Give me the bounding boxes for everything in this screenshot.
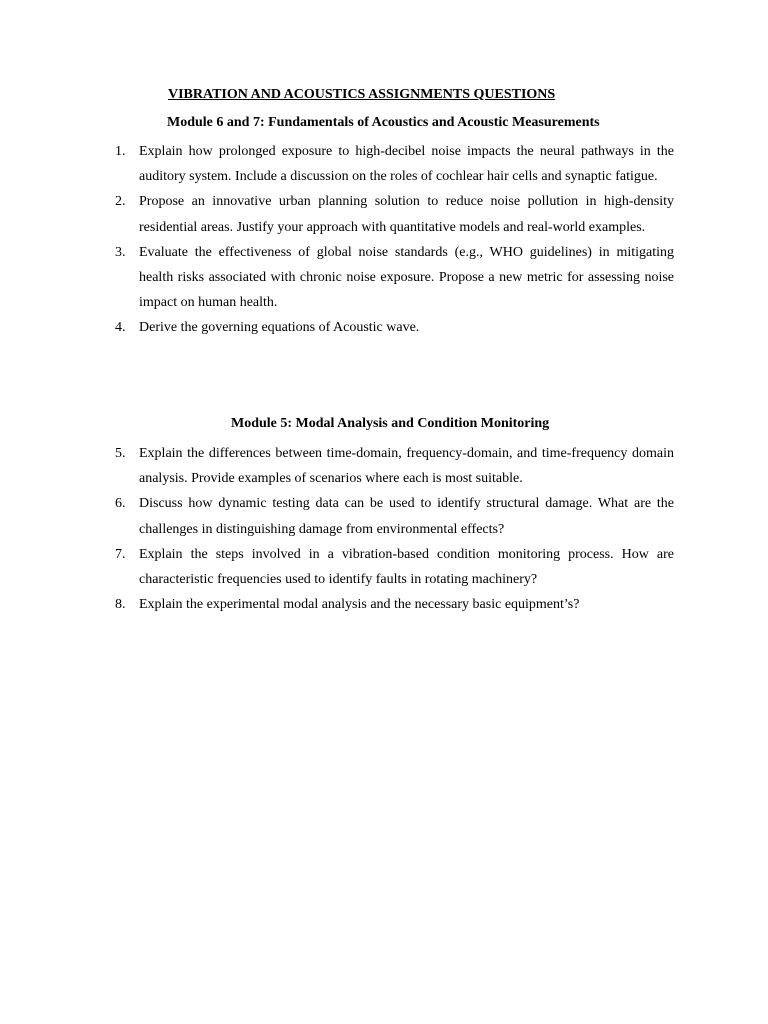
question-number: 1. xyxy=(115,144,126,159)
question-number: 2. xyxy=(115,194,126,210)
question-text: Evaluate the effectiveness of global noise standards (e.g., WHO guidelines) in mitigating health risks associated with chronic noise exposure. Propose a new metric for assessing noise impact on human health. xyxy=(139,244,674,311)
question-text: Explain the differences between time-domain, frequency-domain, and time-frequency domain analysis. Provide examples of scenarios where each is most suitable. xyxy=(139,446,674,487)
question-item xyxy=(0,315,768,340)
question-number: 3. xyxy=(115,244,126,260)
question-number: 5. xyxy=(115,446,126,461)
question-text: Explain the experimental modal analysis and the necessary basic equipment’s? xyxy=(139,597,580,613)
question-text: Explain the steps involved in a vibration-based condition monitoring process. How are characteristic frequencies used to identify faults in rotating machinery? xyxy=(139,546,674,588)
question-item xyxy=(0,139,768,189)
question-text: Propose an innovative urban planning solution to reduce noise pollution in high-density residential areas. Justify your approach with quantitative models and real-world examples. xyxy=(139,194,674,235)
question-item xyxy=(0,189,768,239)
question-item xyxy=(0,240,768,316)
question-list-modal-analysis xyxy=(0,441,768,617)
section-heading-modal-analysis: Module 5: Modal Analysis and Condition Monitoring xyxy=(231,416,550,431)
question-number: 4. xyxy=(115,320,126,336)
question-list-acoustics xyxy=(0,139,768,341)
question-item xyxy=(0,592,768,617)
question-text: Derive the governing equations of Acoustic wave. xyxy=(139,320,420,336)
question-number: 8. xyxy=(115,597,126,613)
question-text: Discuss how dynamic testing data can be used to identify structural damage. What are the challenges in distinguishing damage from environmental effects? xyxy=(139,496,674,537)
question-number: 6. xyxy=(115,496,126,512)
question-item xyxy=(0,441,768,491)
document-title: VIBRATION AND ACOUSTICS ASSIGNMENTS QUESTIONS xyxy=(168,87,556,102)
question-item xyxy=(0,542,768,592)
question-text: Explain how prolonged exposure to high-decibel noise impacts the neural pathways in the auditory system. Include a discussion on the roles of cochlear hair cells and synaptic fatigue. xyxy=(139,144,674,185)
section-heading-acoustics: Module 6 and 7: Fundamentals of Acoustics and Acoustic Measurements xyxy=(167,115,600,130)
question-number: 7. xyxy=(115,546,126,562)
question-item xyxy=(0,491,768,541)
